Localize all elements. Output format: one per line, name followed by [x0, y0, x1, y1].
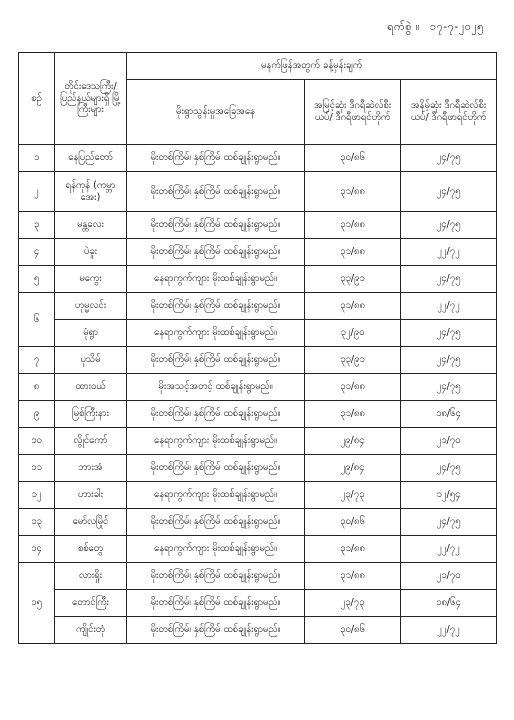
table-row	[19, 509, 497, 536]
row-max-temp: ၃၀/၈၆	[305, 509, 401, 536]
row-min-temp: ၂၄/၇၅	[401, 145, 497, 172]
table-row	[19, 347, 497, 374]
table-row	[19, 401, 497, 428]
row-condition: မိုးတစ်ကြိမ်၊ နှစ်ကြိမ် ထစ်ချုန်းရွာမည်။	[127, 563, 305, 590]
row-no: ၆	[19, 293, 55, 347]
table-row	[19, 482, 497, 509]
table-row	[19, 563, 497, 590]
table-row	[19, 172, 497, 212]
table-row	[19, 536, 497, 563]
row-condition: မိုးတစ်ကြိမ်၊ နှစ်ကြိမ် ထစ်ချုန်းရွာမည်။	[127, 590, 305, 617]
row-city: လွိုင်ကော်	[55, 428, 127, 455]
row-city: လားရှိုး	[55, 563, 127, 590]
header-max-temp: အမြင့်ဆုံး ဒီဂရီဆဲလ်စီးယပ်/ ဒီဂရီဖာရင်ဟိုက်	[305, 80, 401, 145]
row-min-temp: ၂၄/၇၅	[401, 374, 497, 401]
table-row	[19, 266, 497, 293]
row-condition: နေရာကွက်ကျား မိုးထစ်ချုန်းရွာမည်။	[127, 266, 305, 293]
row-no: ၉	[19, 401, 55, 428]
row-max-temp: ၂၃/၇၃	[305, 482, 401, 509]
row-max-temp: ၃၁/၈၈	[305, 293, 401, 320]
row-condition: မိုးအသင့်အတင့် ထစ်ချုန်းရွာမည်။	[127, 374, 305, 401]
table-row	[19, 212, 497, 239]
row-city: တောင်ကြီး	[55, 590, 127, 617]
row-max-temp: ၂၃/၇၃	[305, 590, 401, 617]
row-city: ဟုမ္မလင်း	[55, 293, 127, 320]
row-no: ၁၅	[19, 563, 55, 644]
row-city: ဟားခါး	[55, 482, 127, 509]
row-condition: မိုးတစ်ကြိမ်၊ နှစ်ကြိမ် ထစ်ချုန်းရွာမည်။	[127, 145, 305, 172]
row-city: ပဲခူး	[55, 239, 127, 266]
header-forecast-group: မနက်ဖြန်အတွက် ခန့်မှန်းချက်	[127, 53, 497, 80]
table-row	[19, 428, 497, 455]
row-min-temp: ၂၄/၇၅	[401, 509, 497, 536]
report-date	[381, 20, 484, 36]
row-city: နေပြည်တော်	[55, 145, 127, 172]
row-no: ၁၃	[19, 509, 55, 536]
date-value: ၁၇-၇-၂၀၂၅	[429, 20, 484, 33]
row-no: ၅	[19, 266, 55, 293]
row-condition: မိုးတစ်ကြိမ်၊ နှစ်ကြိမ် ထစ်ချုန်းရွာမည်။	[127, 172, 305, 212]
row-max-temp: ၂၉/၈၄	[305, 455, 401, 482]
row-no: ၄	[19, 239, 55, 266]
row-max-temp: ၂၉/၈၄	[305, 428, 401, 455]
row-city: မုံရွာ	[55, 320, 127, 347]
row-city: ဘားအံ	[55, 455, 127, 482]
row-min-temp: ၂၄/၇၅	[401, 347, 497, 374]
table-row	[19, 455, 497, 482]
row-city: စစ်တွေ	[55, 536, 127, 563]
row-max-temp: ၃၃/၉၁	[305, 347, 401, 374]
row-no: ၁၁	[19, 455, 55, 482]
row-min-temp: ၂၄/၇၅	[401, 172, 497, 212]
row-max-temp: ၃၁/၈၈	[305, 172, 401, 212]
row-min-temp: ၂၄/၇၅	[401, 455, 497, 482]
row-max-temp: ၃၁/၈၈	[305, 212, 401, 239]
row-max-temp: ၃၂/၉၀	[305, 320, 401, 347]
date-label: ရက်စွဲ ။	[387, 20, 420, 33]
row-city: ရန်ကုန် (ကမ္ဘာအေး)	[55, 172, 127, 212]
row-no: ၁	[19, 145, 55, 172]
row-min-temp: ၂၄/၇၅	[401, 320, 497, 347]
row-min-temp: ၂၂/၇၂	[401, 617, 497, 644]
row-condition: မိုးတစ်ကြိမ်၊ နှစ်ကြိမ် ထစ်ချုန်းရွာမည်။	[127, 509, 305, 536]
table-row	[19, 374, 497, 401]
row-condition: မိုးတစ်ကြိမ်၊ နှစ်ကြိမ် ထစ်ချုန်းရွာမည်။	[127, 617, 305, 644]
row-condition: မိုးတစ်ကြိမ်၊ နှစ်ကြိမ် ထစ်ချုန်းရွာမည်။	[127, 293, 305, 320]
row-max-temp: ၃၁/၈၈	[305, 536, 401, 563]
header-region: တိုင်းဒေသကြီး/ ပြည်နယ်များရှိ မြို့ကြီးများ	[55, 53, 127, 145]
row-max-temp: ၃၁/၈၈	[305, 374, 401, 401]
row-condition: နေရာကွက်ကျား မိုးထစ်ချုန်းရွာမည်။	[127, 482, 305, 509]
row-city: မကွေး	[55, 266, 127, 293]
row-max-temp: ၃၁/၈၈	[305, 563, 401, 590]
row-condition: နေရာကွက်ကျား မိုးထစ်ချုန်းရွာမည်။	[127, 320, 305, 347]
table-row	[19, 145, 497, 172]
row-min-temp: ၁၂/၅၄	[401, 482, 497, 509]
row-min-temp: ၂၁/၇၀	[401, 428, 497, 455]
row-city: မန္တလေး	[55, 212, 127, 239]
row-no: ၁၄	[19, 536, 55, 563]
row-max-temp: ၃၁/၈၈	[305, 401, 401, 428]
row-city: မြစ်ကြီးနား	[55, 401, 127, 428]
row-condition: မိုးတစ်ကြိမ်၊ နှစ်ကြိမ် ထစ်ချုန်းရွာမည်။	[127, 347, 305, 374]
header-min-temp: အနိမ့်ဆုံး ဒီဂရီဆဲလ်စီးယပ်/ ဒီဂရီဖာရင်ဟိုက်	[401, 80, 497, 145]
row-min-temp: ၂၂/၇၂	[401, 536, 497, 563]
row-min-temp: ၁၈/၆၄	[401, 401, 497, 428]
row-min-temp: ၂၂/၇၂	[401, 293, 497, 320]
row-city: ထားဝယ်	[55, 374, 127, 401]
forecast-table	[18, 52, 497, 644]
table-row	[19, 320, 497, 347]
row-max-temp: ၃၁/၈၈	[305, 239, 401, 266]
row-no: ၈	[19, 374, 55, 401]
row-no: ၇	[19, 347, 55, 374]
table-row	[19, 293, 497, 320]
row-condition: မိုးတစ်ကြိမ်၊ နှစ်ကြိမ် ထစ်ချုန်းရွာမည်။	[127, 212, 305, 239]
row-min-temp: ၂၂/၇၂	[401, 239, 497, 266]
row-city: မော်လမြိုင်	[55, 509, 127, 536]
row-no: ၁၀	[19, 428, 55, 455]
row-no: ၃	[19, 212, 55, 239]
row-max-temp: ၃၀/၈၆	[305, 617, 401, 644]
table-row	[19, 239, 497, 266]
row-max-temp: ၃၀/၈၆	[305, 145, 401, 172]
header-condition: မိုးရွာသွန်းမှုအခြေအနေ	[127, 80, 305, 145]
row-condition: မိုးတစ်ကြိမ်၊ နှစ်ကြိမ် ထစ်ချုန်းရွာမည်။	[127, 401, 305, 428]
row-no: ၁၂	[19, 482, 55, 509]
row-condition: မိုးတစ်ကြိမ်၊ နှစ်ကြိမ် ထစ်ချုန်းရွာမည်။	[127, 239, 305, 266]
row-max-temp: ၃၃/၉၁	[305, 266, 401, 293]
row-condition: နေရာကွက်ကျား မိုးထစ်ချုန်းရွာမည်။	[127, 536, 305, 563]
row-min-temp: ၂၄/၇၅	[401, 266, 497, 293]
row-min-temp: ၂၄/၇၅	[401, 212, 497, 239]
row-city: ကျိုင်းတုံ	[55, 617, 127, 644]
row-city: ပုသိမ်	[55, 347, 127, 374]
table-row	[19, 617, 497, 644]
row-condition: နေရာကွက်ကျား မိုးထစ်ချုန်းရွာမည်။	[127, 428, 305, 455]
table-row	[19, 590, 497, 617]
row-min-temp: ၁၈/၆၄	[401, 590, 497, 617]
row-condition: မိုးတစ်ကြိမ်၊ နှစ်ကြိမ် ထစ်ချုန်းရွာမည်။	[127, 455, 305, 482]
row-min-temp: ၂၁/၇၀	[401, 563, 497, 590]
row-no: ၂	[19, 172, 55, 212]
header-no: စဉ်	[19, 53, 55, 145]
